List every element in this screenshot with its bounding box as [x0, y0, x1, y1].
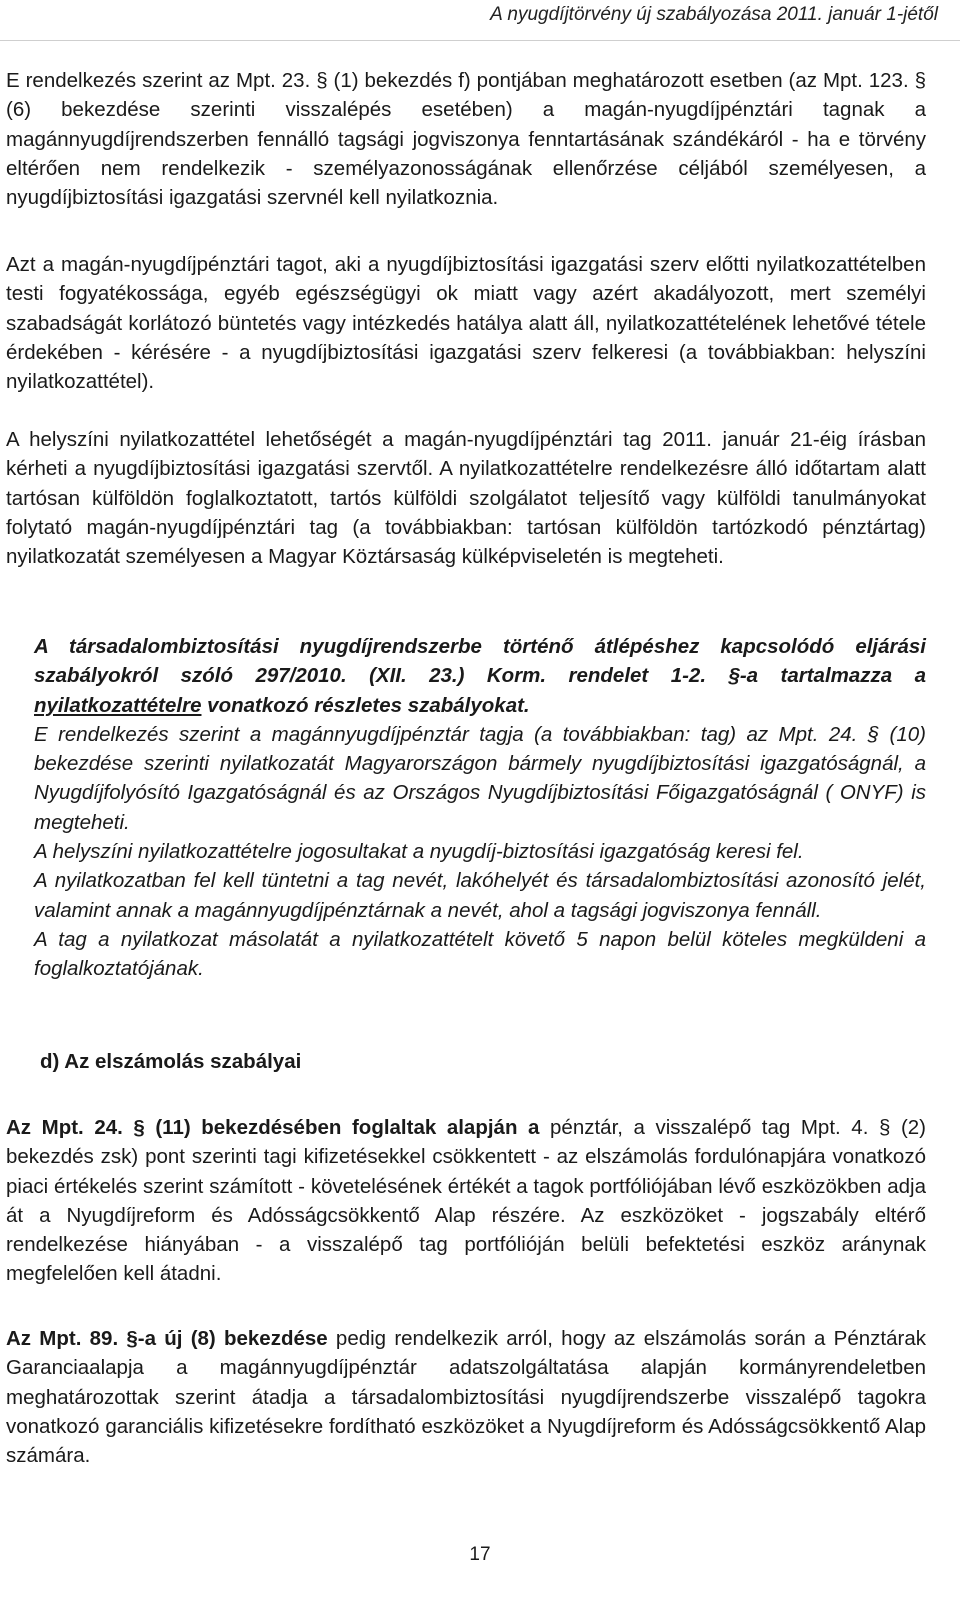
decree-bold-underlined: nyilatkozattételre	[34, 693, 202, 717]
paragraph-2-text: Azt a magán-nyugdíjpénztári tagot, aki a nyugdíjbiztosítási igazgatási szerv előtti nyilatkozattételben testi fogyatékossága, egyéb egészségügyi ok miatt vagy azért akadályozott, mert személyi szabadságát korlátozó büntetés vagy intézkedés hatálya alatt áll, nyilatkozattételének lehetővé tétele érdekében - kérésére - a nyugdíjbiztosítási igazgatási szerv felkeresi (a továbbiakban: helyszíni nyilatkozattétel).	[6, 253, 926, 394]
italic-quote-block	[34, 632, 926, 984]
header-rule	[0, 40, 960, 41]
paragraph-6-rest: pedig rendelkezik arról, hogy az elszámolás során a Pénztárak Garanciaalapja a magánnyugdíjpénztár adatszolgáltatása alapján kormányrendeletben meghatározottak szerint átadja a társadalombiztosítási nyugdíjrendszerbe visszalépő tagokra vonatkozó garanciális kifizetésekre fordítható eszközöket a Nyugdíjreform és Adósságcsökkentő Alap számára.	[6, 1327, 926, 1468]
paragraph-6	[6, 1324, 926, 1470]
paragraph-1-text: E rendelkezés szerint az Mpt. 23. § (1) bekezdés f) pontjában meghatározott esetben (az Mpt. 123. § (6) bekezdése szerinti visszalépés esetében) a magán-nyugdíjpénztári tagnak a magánnyugdíjrendszerben fennálló tagsági jogviszonya fenntartásának szándékáról - ha e törvény eltérően nem rendelkezik - személyazonosságának ellenőrzése céljából személyesen, a nyugdíjbiztosítási igazgatási szervnél kell nyilatkoznia.	[6, 69, 926, 210]
paragraph-5-text	[6, 1113, 926, 1289]
paragraph-6-text	[6, 1324, 926, 1470]
paragraph-2	[6, 250, 926, 396]
quote-line-4: A tag a nyilatkozat másolatát a nyilatkozattételt követő 5 napon belül köteles megküldeni a foglalkoztatójának.	[34, 927, 926, 981]
page-number: 17	[469, 1544, 491, 1565]
section-heading-d: d) Az elszámolás szabályai	[40, 1050, 302, 1073]
quote-line-2: A helyszíni nyilatkozattételre jogosultakat a nyugdíj-biztosítási igazgatóság keresi fel.	[34, 840, 804, 864]
paragraph-3	[6, 425, 926, 571]
paragraph-5	[6, 1113, 926, 1289]
decree-summary	[34, 632, 926, 720]
paragraph-5-bold: Az Mpt. 24. § (11) bekezdésében foglaltak alapján a	[6, 1116, 540, 1139]
paragraph-3-text: A helyszíni nyilatkozattétel lehetőségét a magán-nyugdíjpénztári tag 2011. január 21-éig írásban kérheti a nyugdíjbiztosítási igazgatási szervtől. A nyilatkozattételre rendelkezésre álló időtartam alatt tartósan külföldön foglalkoztatott, tartós külföldi szolgálatot teljesítő vagy külföldi tanulmányokat folytató magán-nyugdíjpénztári tag (a továbbiakban: tartósan külföldön tartózkodó pénztártag) nyilatkozatát személyesen a Magyar Köztársaság külképviseletén is megteheti.	[6, 428, 926, 569]
running-header: A nyugdíjtörvény új szabályozása 2011. január 1-jétől	[490, 4, 938, 25]
decree-bold-b: vonatkozó részletes szabályokat.	[201, 693, 530, 717]
quote-line-3: A nyilatkozatban fel kell tüntetni a tag nevét, lakóhelyét és társadalombiztosítási azonosító jelét, valamint annak a magánnyugdíjpénztárnak a nevét, ahol a tagsági jogviszonya fennáll.	[34, 869, 926, 922]
paragraph-1	[6, 66, 926, 212]
paragraph-5-rest: pénztár, a visszalépő tag Mpt. 4. § (2) bekezdés zsk) pont szerinti tagi kifizetésekkel csökkentett - az elszámolás fordulónapjára vonatkozó piaci értékelés szerint számított - követelésének értékét a tagok portfóliójában lévő eszközökben adja át a Nyugdíjreform és Adósságcsökkentő Alap részére. Az eszközöket - jogszabály eltérő rendelkezése hiányában - a visszalépő tag portfólióján belüli befektetési eszköz aránynak megfelelően kell átadni.	[6, 1116, 926, 1286]
paragraph-6-bold: Az Mpt. 89. §-a új (8) bekezdése	[6, 1327, 328, 1350]
quote-line-1: E rendelkezés szerint a magánnyugdíjpénztár tagja (a továbbiakban: tag) az Mpt. 24. § (10) bekezdése szerinti nyilatkozatát Magyarországon bármely nyugdíjbiztosítási igazgatóságnál, a Nyugdíjfolyósító Igazgatóságnál és az Országos Nyugdíjbiztosítási Főigazgatóságnál ( ONYF) is megteheti.	[34, 722, 926, 834]
decree-bold-a: A társadalombiztosítási nyugdíjrendszerbe történő átlépéshez kapcsolódó eljárási szabályokról szóló 297/2010. (XII. 23.) Korm. rendelet 1-2. §-a tartalmazza a	[34, 635, 926, 688]
